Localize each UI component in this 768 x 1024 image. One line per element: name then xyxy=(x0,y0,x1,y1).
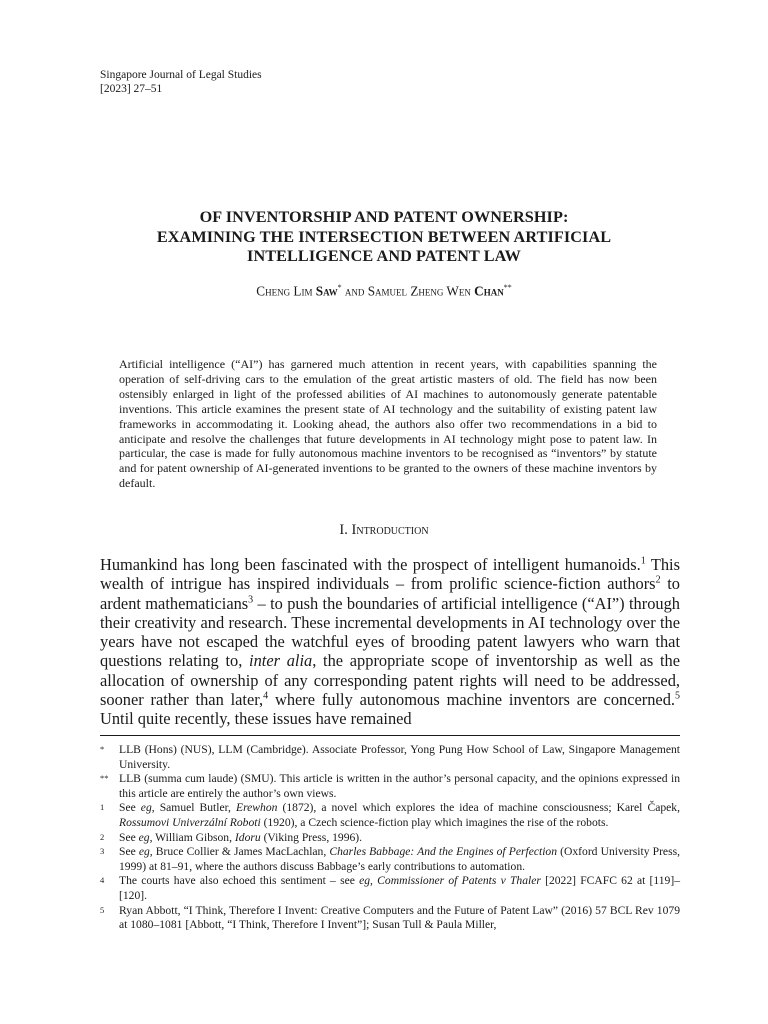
footnote-segment: (Viking Press, 1996). xyxy=(260,830,363,844)
footnote-segment: See xyxy=(119,845,139,859)
footnote-segment: , xyxy=(370,874,378,888)
footnote-text xyxy=(119,831,680,846)
footnote-mark: ** xyxy=(100,773,109,784)
footnote-3 xyxy=(100,845,680,874)
footnote-segment: See xyxy=(119,830,139,844)
footnote-segment: (Oxford University Press, 1999) at 81–91, where the authors discuss Babbage’s early contributions to automation. xyxy=(119,845,680,873)
footnote-italic: eg xyxy=(138,830,150,844)
footnote-mark: 1 xyxy=(100,802,105,813)
section-number: I. xyxy=(339,522,348,538)
title-line-2: EXAMINING THE INTERSECTION BETWEEN ARTIFICIAL xyxy=(156,227,612,246)
footnote-segment: , Samuel Butler, xyxy=(151,801,236,815)
section-title: Introduction xyxy=(351,522,429,538)
footnote-4 xyxy=(100,874,680,903)
footnotes xyxy=(100,743,680,933)
footnote-segment: The courts have also echoed this sentiment – see xyxy=(119,874,360,888)
journal-name: Singapore Journal of Legal Studies xyxy=(100,69,262,81)
footnote-segment: See xyxy=(119,801,141,815)
author-1-footnote-mark[interactable]: * xyxy=(337,283,342,292)
footnote-segment: (1920), a Czech science-fiction play which imagines the rise of the robots. xyxy=(260,815,609,829)
author-2-family-name: Chan xyxy=(474,283,504,299)
body-text: Until quite recently, these issues have remained xyxy=(100,709,412,729)
footnote-italic: eg xyxy=(138,845,150,859)
body-text: – to push the boundaries of artificial intelligence (“AI”) through their creativity and research. These incremental developments in AI technology over the years have not escaped the watchful eyes of brooding patent lawyers who warn that questions relating to, xyxy=(100,593,680,671)
title-line-3: INTELLIGENCE AND PATENT LAW xyxy=(247,247,521,265)
footnote-mark: 2 xyxy=(100,831,105,842)
footnote-mark: 3 xyxy=(100,846,105,857)
footnote-italic: Erewhon xyxy=(236,801,278,815)
footnote-text: LLB (summa cum laude) (SMU). This article is written in the author’s personal capacity, and the opinions expressed in this article are entirely the author’s own views. xyxy=(119,772,680,800)
abstract: Artificial intelligence (“AI”) has garnered much attention in recent years, with capabilities spanning the operation of self-driving cars to the emulation of the great artistic masters of old. The field has now been ostensibly enlarged in light of the professed abilities of AI machines to autonomously generate patentable inventions. This article examines the present state of AI technology and the suitability of existing patent law frameworks in accommodating it. Looking ahead, the authors also offer two recommendations in a bid to anticipate and resolve the challenges that future developments in AI technology might pose to patent law. In particular, the case is made for fully autonomous machine inventors to be recognised as “inventors” by statute and for patent ownership of AI-generated inventions to be granted to the owners of these machine inventors by default. xyxy=(119,357,657,491)
body-text: where fully autonomous machine inventors are concerned. xyxy=(268,690,675,710)
footnote-text xyxy=(119,845,680,874)
footnote-italic: eg xyxy=(359,874,371,888)
article-title xyxy=(100,208,668,267)
footnote-mark: * xyxy=(100,744,105,754)
body-text: This wealth of intrigue has inspired individuals – from prolific science-fiction authors xyxy=(100,555,680,594)
body-text: , the appropriate scope of inventorship as well as the allocation of ownership of any corresponding patent rights will need to be addressed, sooner rather than later, xyxy=(100,651,680,710)
footnote-2 xyxy=(100,831,680,846)
footnote-segment: , William Gibson, xyxy=(149,830,235,844)
section-heading xyxy=(100,522,668,539)
footnote-divider xyxy=(100,735,680,736)
footnote-ref-1[interactable]: 1 xyxy=(640,555,646,567)
footnote-mark: 5 xyxy=(100,904,105,915)
author-conjunction: and xyxy=(341,283,368,299)
footnote-text xyxy=(119,801,680,830)
footnote-mark: 4 xyxy=(100,875,105,886)
footnote-ref-5[interactable]: 5 xyxy=(675,690,680,702)
journal-header xyxy=(100,68,262,96)
title-line-1: OF INVENTORSHIP AND PATENT OWNERSHIP: xyxy=(199,208,569,226)
footnote-segment: , Bruce Collier & James MacLachlan, xyxy=(149,845,330,859)
body-paragraph xyxy=(100,555,680,729)
author-1-family-name: Saw xyxy=(315,283,338,299)
footnote-italic: Commissioner of Patents v Thaler xyxy=(377,874,541,888)
footnote-segment: (1872), a novel which explores the idea of machine consciousness; Karel Čapek, xyxy=(277,801,680,815)
author-1-given-name: Cheng Lim xyxy=(256,283,316,299)
body-text: to ardent mathematicians xyxy=(100,574,680,613)
footnote-ref-3[interactable]: 3 xyxy=(248,594,254,606)
footnote-ref-4[interactable]: 4 xyxy=(263,690,269,702)
body-text: Humankind has long been fascinated with the prospect of intelligent humanoids. xyxy=(100,555,641,574)
author-2-given-name: Samuel Zheng Wen xyxy=(367,283,475,299)
footnote-italic: Rossumovi Univerzální Roboti xyxy=(119,815,261,829)
footnote-text: LLB (Hons) (NUS), LLM (Cambridge). Associate Professor, Yong Pung How School of Law, Singapore Management University. xyxy=(119,743,680,771)
footnote-segment: [2022] FCAFC 62 at [119]–[120]. xyxy=(119,874,681,902)
footnote-italic: eg xyxy=(140,801,152,815)
author-2-footnote-mark[interactable]: ** xyxy=(503,283,512,292)
footnote-5 xyxy=(100,904,680,933)
footnote-author-2 xyxy=(100,772,680,801)
author-line xyxy=(100,283,668,299)
footnote-1 xyxy=(100,801,680,830)
footnote-text xyxy=(119,874,680,903)
footnote-italic: Idoru xyxy=(234,830,261,844)
journal-citation: [2023] 27–51 xyxy=(100,83,163,95)
footnote-ref-2[interactable]: 2 xyxy=(655,574,661,586)
footnote-text: Ryan Abbott, “I Think, Therefore I Invent: Creative Computers and the Future of Patent Law” (2016) 57 BCL Rev 1079 at 1080–1081 [Abbott, “I Think, Therefore I Invent”]; Susan Tull & Paula Miller, xyxy=(119,903,680,932)
footnote-author-1 xyxy=(100,743,680,772)
body-italic-text: inter alia xyxy=(249,651,313,671)
footnote-italic: Charles Babbage: And the Engines of Perfection xyxy=(329,845,558,859)
